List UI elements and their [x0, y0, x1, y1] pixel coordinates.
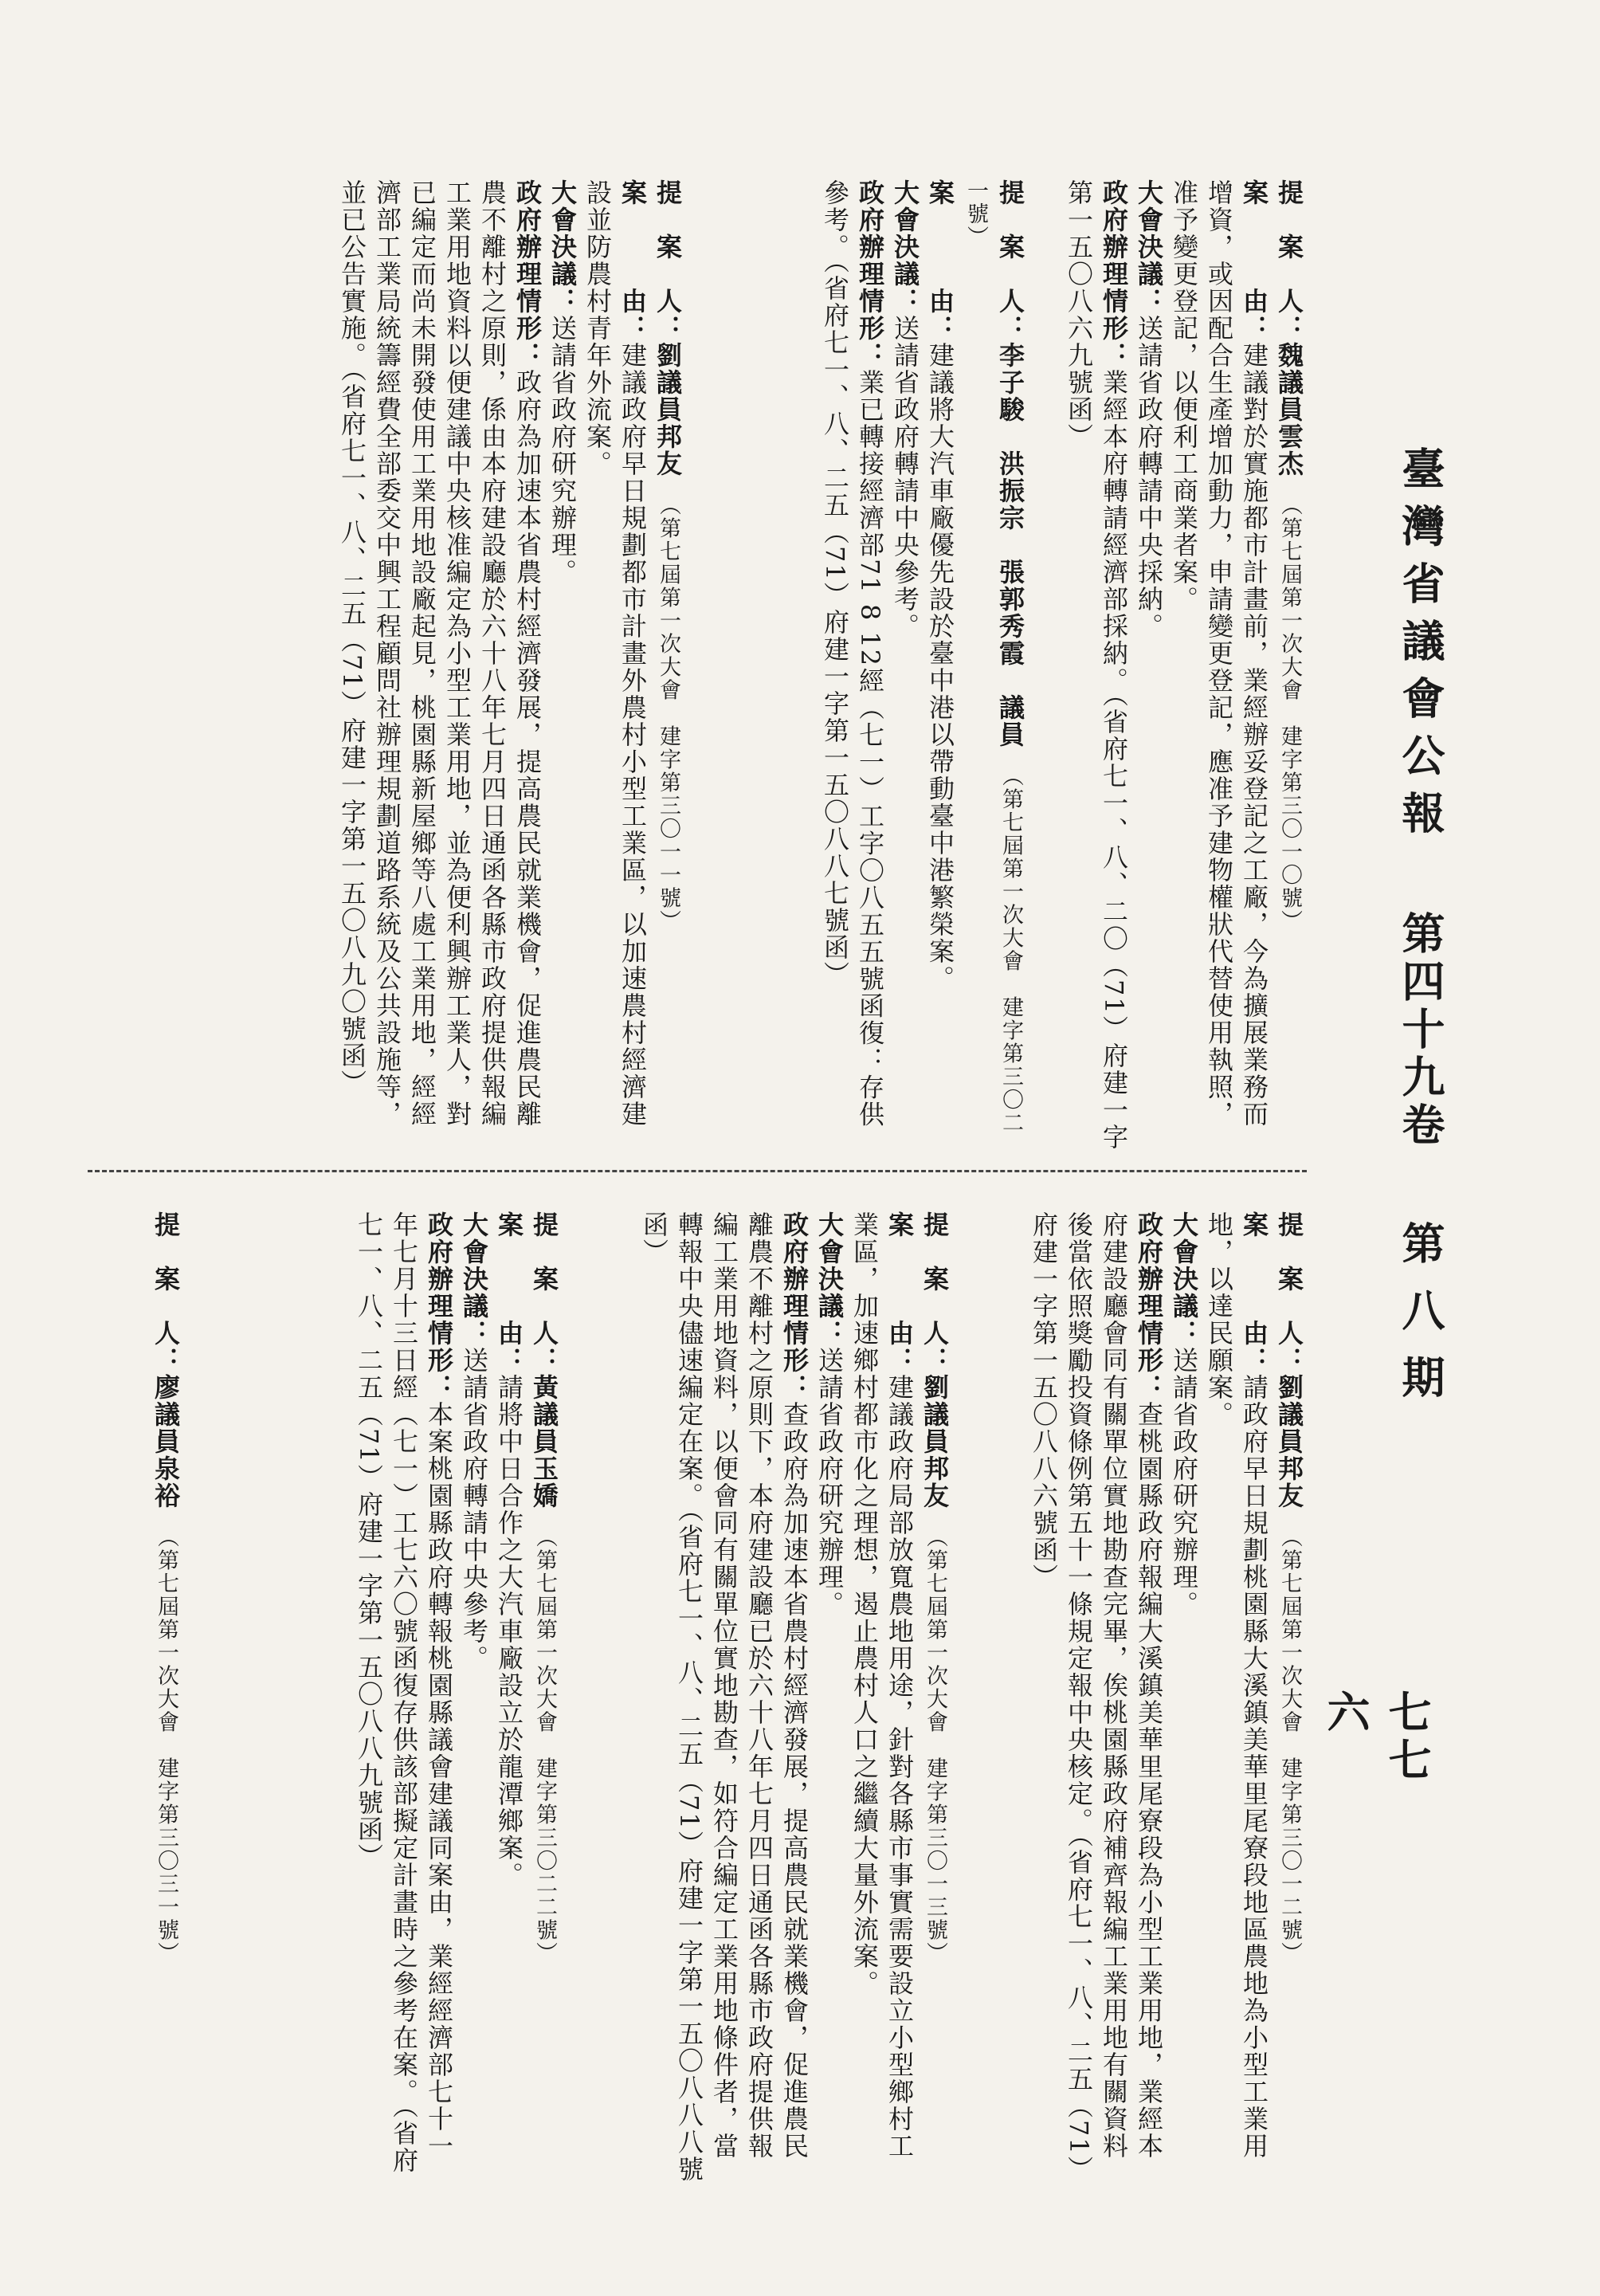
proposer-label: 提 案 人：: [1274, 179, 1304, 342]
reason-label: 案 由：: [618, 179, 648, 342]
proposal-reason: 建議將大汽車廠優先設於臺中港以帶動臺中港繁榮案。: [925, 342, 955, 992]
resolution-label: 大會決議：: [890, 179, 920, 315]
proposer-label: 提 案 人：: [920, 1211, 950, 1374]
proposer-name: 魏議員雲杰: [1274, 342, 1304, 477]
proposal-reason: 建議對於實施都市計畫前，業經辦妥登記之工廠，今為擴展業務而增資，或因配合生產增加動力，申請變更登記，應准予建物權狀代替使用執照，准予變更登記，以便利工商業者案。: [1169, 179, 1269, 1128]
resolution-text: 送請省政府研究辦理。: [1169, 1347, 1199, 1618]
proposer-name: 黃議員玉嬌: [529, 1374, 559, 1509]
proposer-name: 李子駿 洪振宗 張郭秀霞 議員: [995, 342, 1025, 748]
proposal-reason: 請政府早日規劃桃園縣大溪鎮美華里尾寮段地區農地為小型工業用地，以達民願案。: [1204, 1211, 1269, 2160]
resolution-text: 送請省政府轉請中央參考。: [459, 1347, 489, 1672]
handling-label: 政府辦理情形：: [512, 179, 543, 369]
resolution-label: 大會決議：: [547, 179, 578, 315]
proposal-ref: （第七屆第一次大會 建字第三〇二二號）: [532, 1537, 557, 1965]
resolution-text: 送請省政府研究辦理。: [814, 1347, 845, 1618]
proposal-ref: （第七屆第一次大會 建字第三〇一〇號）: [1277, 504, 1302, 933]
proposal-ref: （第七屆第一次大會 建字第三〇三一號）: [154, 1537, 178, 1965]
proposer-label: 提 案 人：: [529, 1211, 559, 1374]
proposal-reason: 建議政府局部放寬農地用途，針對各縣市事實需要設立小型鄉村工業區，加速鄉村都市化之理想，遏止農村人口之繼續大量外流案。: [849, 1211, 915, 2160]
proposal-3011: [88, 179, 685, 1152]
reason-label: 案 由：: [1239, 179, 1269, 342]
proposal-ref: （第七屆第一次大會 建字第三〇二一號）: [963, 179, 1023, 1135]
resolution-text: 送請省政府轉請中央參考。: [890, 315, 920, 640]
proposal-3010: [1044, 179, 1307, 1152]
resolution-text: 送請省政府研究辦理。: [547, 315, 578, 586]
volume-number: 第四十九卷: [1395, 910, 1446, 1150]
proposal-3012: [964, 1211, 1307, 2184]
proposer-name: 廖議員泉裕: [151, 1374, 181, 1509]
handling-text: 政府為加速本省農村經濟發展，提高農民就業機會，促進農民離農不離村之原則，係由本府建設廳於六十八年七月四日通函各縣市政府提供報編工業用地資料以便建議中央核准編定為小型工業用地，並為便利興辦工業人，對已編定而尚未開發使用工業用地設廠起見，桃園縣新屋鄉等八處工業用地，經經濟部工業局統籌經費全部委交中興工程顧問社辦理規劃道路系統及公共設施等，並已公告實施。（省府七一、八、二五（71）府建一字第一五〇八九〇號函）: [337, 179, 543, 1128]
handling-label: 政府辦理情形：: [1134, 1211, 1164, 1401]
handling-text: 業經本府轉請經濟部採納。（省府七一、八、二〇（71）府建一字第一五〇八六九號函）: [1064, 179, 1129, 1151]
resolution-text: 送請省政府轉請中央採納。: [1134, 315, 1164, 640]
proposal-ref: （第七屆第一次大會 建字第三〇一三號）: [923, 1537, 947, 1965]
handling-label: 政府辦理情形：: [779, 1211, 810, 1401]
resolution-label: 大會決議：: [1134, 179, 1164, 315]
proposal-reason: 請將中日合作之大汽車廠設立於龍潭鄉案。: [494, 1374, 524, 1889]
reason-label: 案 由：: [884, 1211, 915, 1374]
resolution-label: 大會決議：: [459, 1211, 489, 1347]
reason-label: 案 由：: [1239, 1211, 1269, 1374]
proposal-reason: 建議政府早日規劃都市計畫外農村小型工業區，以加速農村經濟建設並防農村青年外流案。: [582, 179, 648, 1128]
reason-label: 案 由：: [925, 179, 955, 342]
page-number: 七七六: [1320, 1690, 1433, 1785]
page-header: [1320, 446, 1446, 1817]
resolution-label: 大會決議：: [1169, 1211, 1199, 1347]
handling-label: 政府辦理情形：: [1099, 179, 1129, 369]
handling-label: 政府辦理情形：: [855, 179, 885, 369]
issue-number: 第八期: [1395, 1220, 1446, 1422]
proposer-label: 提 案 人：: [151, 1211, 181, 1374]
proposer-name: 劉議員邦友: [1274, 1374, 1304, 1509]
handling-label: 政府辦理情形：: [424, 1211, 454, 1401]
proposal-3022: [199, 1211, 562, 2184]
reason-label: 案 由：: [494, 1211, 524, 1374]
proposer-label: 提 案 人：: [995, 179, 1025, 342]
proposer-name: 劉議員邦友: [653, 342, 683, 477]
proposer-name: 劉議員邦友: [920, 1374, 950, 1509]
handling-text: 查桃園縣政府報編大溪鎮美華里尾寮段為小型工業用地，業經本府建設廳會同有關單位實地勘查完畢，俟桃園縣政府補齊報編工業用地有關資料後當依照獎勵投資條例第五十一條規定報中央核定。（省府七一、八、二五（71）府建一字第一五〇八八六號函）: [1029, 1211, 1164, 2183]
handling-text: 業已轉接經濟部71 8 12經（七一）工字〇八五五號函復：存供參考。（省府七一、八、二五（71）府建一字第一五〇八八七號函）: [820, 179, 885, 1128]
proposal-3013: [574, 1211, 952, 2184]
handling-text: 本案桃園縣政府轉報桃園縣議會建議同案由，業經經濟部七十一年七月十三日經（七一）工七六〇號函復存供該部擬定計畫時之參考在案。（省府七一、八、二五（71）府建一字第一五〇八八九號函）: [354, 1211, 454, 2174]
resolution-label: 大會決議：: [814, 1211, 845, 1347]
proposal-3031: [88, 1211, 183, 2184]
handling-text: 查政府為加速本省農村經濟發展，提高農民就業機會，促進農民離農不離村之原則下，本府建設廳已於六十八年七月四日通函各縣市政府提供報編工業用地資料，以便會同有關單位實地勘查，如符合編定工業用地條件者，當轉報中央儘速編定在案。（省府七一、八、二五（71）府建一字第一五〇八八八號函）: [639, 1211, 810, 2183]
gazette-title: 臺灣省議會公報: [1395, 446, 1446, 848]
proposer-label: 提 案 人：: [653, 179, 683, 342]
proposal-ref: （第七屆第一次大會 建字第三〇一一號）: [656, 504, 680, 933]
proposal-ref: （第七屆第一次大會 建字第三〇一二號）: [1277, 1537, 1302, 1965]
proposal-3021: [693, 179, 1028, 1152]
section-divider: [88, 1170, 1307, 1172]
proposer-label: 提 案 人：: [1274, 1211, 1304, 1374]
